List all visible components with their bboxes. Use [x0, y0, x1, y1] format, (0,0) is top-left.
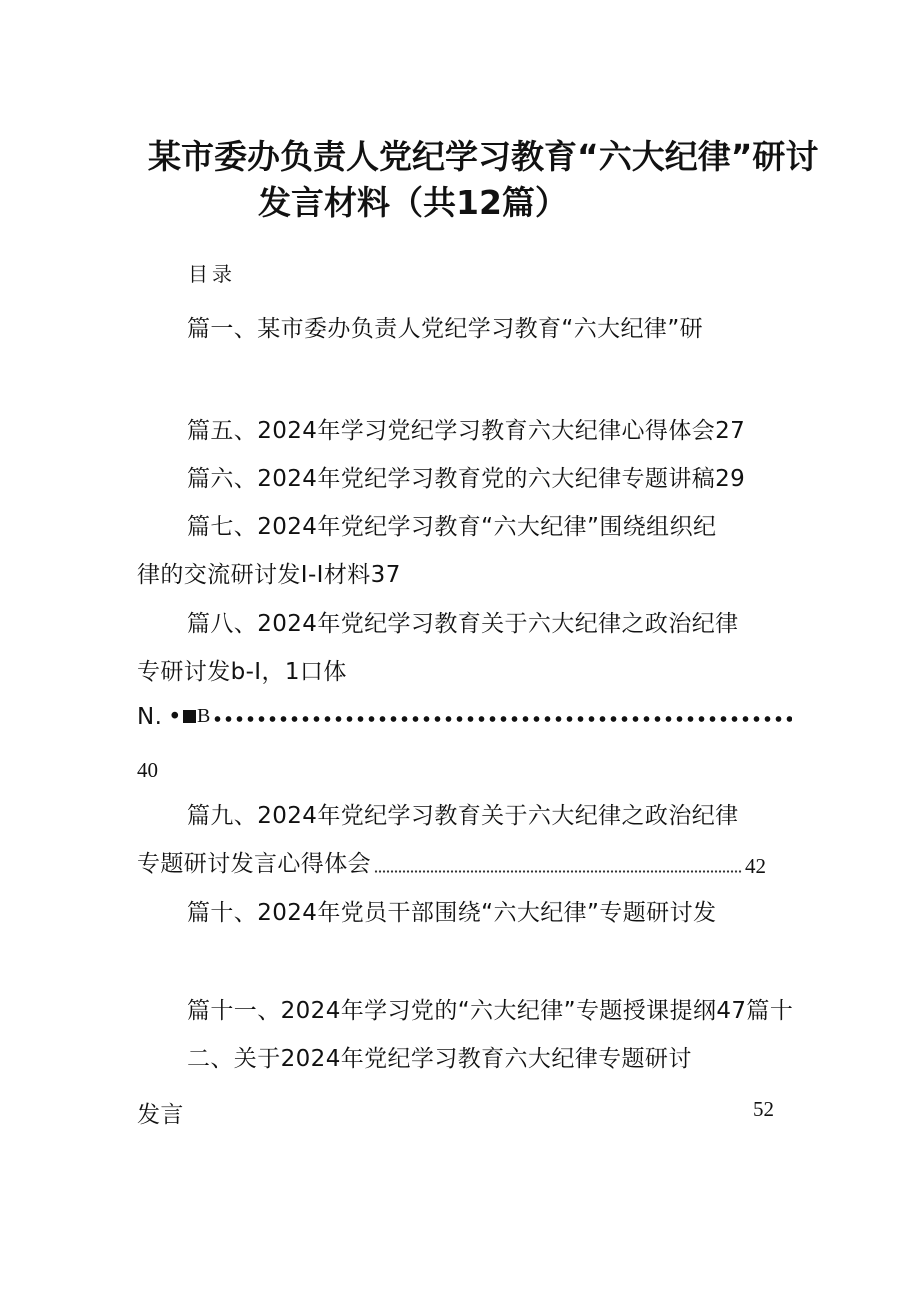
toc-entry-8-prefix: N.	[137, 704, 163, 730]
toc-entry-7-line-1[interactable]: 篇七、2024年党纪学习教育“六大纪律”围绕组织纪	[187, 514, 717, 540]
toc-entry-9-line-2[interactable]: 专题研讨发言心得体会	[137, 851, 371, 877]
toc-entry-9-line-1[interactable]: 篇九、2024年党纪学习教育关于六大纪律之政治纪律	[187, 803, 739, 829]
toc-entry-7-line-2[interactable]: 律的交流研讨发I-I材料37	[137, 562, 401, 588]
toc-entry-8-bullet: •	[168, 704, 182, 730]
toc-entry-8-line-1[interactable]: 篇八、2024年党纪学习教育关于六大纪律之政治纪律	[187, 611, 739, 637]
toc-entry-12-page: 52	[753, 1097, 774, 1121]
toc-entry-9-leader-dots	[374, 870, 742, 873]
toc-entry-11[interactable]: 篇十一、2024年学习党的“六大纪律”专题授课提纲47篇十	[187, 998, 794, 1024]
document-title-line-2: 发言材料（共12篇）	[258, 183, 568, 222]
toc-entry-9-page: 42	[745, 854, 766, 878]
toc-entry-10[interactable]: 篇十、2024年党员干部围绕“六大纪律”专题研讨发	[187, 900, 717, 926]
toc-entry-5[interactable]: 篇五、2024年学习党纪学习教育六大纪律心得体会27	[187, 418, 746, 444]
toc-entry-12-line-1[interactable]: 二、关于2024年党纪学习教育六大纪律专题研讨	[187, 1046, 692, 1072]
toc-entry-6[interactable]: 篇六、2024年党纪学习教育党的六大纪律专题讲稿29	[187, 466, 746, 492]
toc-entry-8-square-mark	[183, 710, 196, 723]
toc-heading: 目录	[188, 262, 236, 286]
document-title-line-1: 某市委办负责人党纪学习教育“六大纪律”研讨	[148, 137, 819, 176]
toc-entry-8-page: 40	[137, 758, 158, 782]
toc-entry-12-line-2[interactable]: 发言	[137, 1102, 184, 1128]
toc-entry-1[interactable]: 篇一、某市委办负责人党纪学习教育“六大纪律”研	[187, 316, 704, 342]
toc-entry-8-letter: B	[197, 705, 211, 727]
toc-entry-8-leader-dots	[212, 716, 792, 722]
toc-entry-8-line-2[interactable]: 专研讨发b-I，1口体	[137, 659, 347, 685]
